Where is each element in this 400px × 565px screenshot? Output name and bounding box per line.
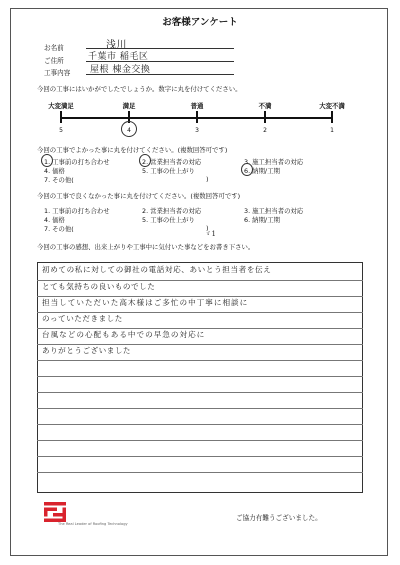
comment-line-1: 初めての私に対しての御社の電話対応、あいとう担当者を伝え xyxy=(42,265,272,274)
comment-line-2: とても気持ちの良いものでした xyxy=(42,282,156,291)
rating-tick xyxy=(331,111,333,123)
logo-caption: The Real Leader of Roofing Technology xyxy=(58,522,128,526)
comment-rule xyxy=(37,456,363,457)
q2-option-6[interactable]: 6. 納期/工期 xyxy=(244,167,280,175)
address-label: ご住所 xyxy=(44,57,64,65)
q3-option-7[interactable]: 7. その他( xyxy=(44,225,74,233)
comment-rule xyxy=(37,392,363,393)
q2-circle-1 xyxy=(41,154,53,167)
q3-option-3[interactable]: 3. 施工担当者の対応 xyxy=(244,207,304,215)
address-value: 千葉市 稲毛区 xyxy=(88,52,149,62)
q2-option-4[interactable]: 4. 価格 xyxy=(44,167,65,175)
q3-option-4[interactable]: 4. 価格 xyxy=(44,216,65,224)
q2-circle-2 xyxy=(139,154,151,167)
comment-line-6: ありがとうございました xyxy=(42,346,132,355)
q3-question: 今回の工事で良くなかった事に丸を付けてください。(複数回答可です) xyxy=(37,192,241,200)
rating-tick xyxy=(264,111,266,123)
q2-circle-6 xyxy=(241,163,253,176)
q2-option-7[interactable]: 7. その他( xyxy=(44,176,74,184)
rating-number-2[interactable]: 2 xyxy=(263,127,267,134)
rating-number-4[interactable]: 4 xyxy=(127,127,131,134)
rating-number-5[interactable]: 5 xyxy=(59,127,63,134)
survey-title: お客様アンケート xyxy=(162,17,238,28)
comment-rule xyxy=(37,408,363,409)
comment-rule xyxy=(37,360,363,361)
q4-question: 今回の工事の感想、出来上がりや工事中に気付いた事などをお書き下さい。 xyxy=(37,243,255,251)
rating-label-5: 大変満足 xyxy=(48,102,74,110)
q2-question: 今回の工事でよかった事に丸を付けてください。(複数回答可です) xyxy=(37,146,228,154)
comment-rule xyxy=(37,424,363,425)
q2-option-3[interactable]: 3. 施工担当者の対応 xyxy=(244,158,304,166)
q3-option-6[interactable]: 6. 納期/工期 xyxy=(244,216,280,224)
rating-tick xyxy=(196,111,198,123)
rating-tick xyxy=(60,111,62,123)
rating-number-3[interactable]: 3 xyxy=(195,127,199,134)
work-label: 工事内容 xyxy=(44,69,71,77)
rating-label-2: 不満 xyxy=(258,102,272,110)
work-underline xyxy=(86,74,234,75)
q3-option-5[interactable]: 5. 工事の仕上がり xyxy=(142,216,195,224)
q3-handwritten-note: ゞ1 xyxy=(204,230,217,238)
rating-number-1[interactable]: 1 xyxy=(330,127,334,134)
comment-line-5: 台風などの心配もある中での早急の対応に xyxy=(42,330,206,339)
q3-option-2[interactable]: 2. 営業担当者の対応 xyxy=(142,207,202,215)
comment-rule xyxy=(37,376,363,377)
q2-option-2[interactable]: 2. 営業担当者の対応 xyxy=(142,158,202,166)
comment-line-3: 担当していただいた高木様はご多忙の中丁寧に相談に xyxy=(42,298,249,307)
rating-label-3: 普通 xyxy=(190,102,204,110)
comment-line-4: のっていただきました xyxy=(42,314,123,323)
q2-option-1[interactable]: 1. 工事前の打ち合わせ xyxy=(44,158,110,166)
comment-rule xyxy=(37,472,363,473)
q3-option-1[interactable]: 1. 工事前の打ち合わせ xyxy=(44,207,110,215)
name-value: 浅川 xyxy=(106,40,127,51)
name-label: お名前 xyxy=(44,44,64,52)
rating-selection-circle xyxy=(121,121,137,137)
q1-question: 今回の工事にはいかがでしたでしょうか。数字に丸を付けてください。 xyxy=(37,85,242,93)
q2-option-7-close: ) xyxy=(206,175,209,183)
work-value: 屋根 棟金交換 xyxy=(90,65,151,75)
company-logo-icon xyxy=(44,502,66,522)
q2-option-5[interactable]: 5. 工事の仕上がり xyxy=(142,167,195,175)
thanks-message: ご協力有難うございました。 xyxy=(236,514,322,522)
q3-option-7-close: ) xyxy=(206,224,209,232)
rating-label-4: 満足 xyxy=(122,102,136,110)
rating-label-1: 大変不満 xyxy=(319,102,345,110)
comment-rule xyxy=(37,440,363,441)
